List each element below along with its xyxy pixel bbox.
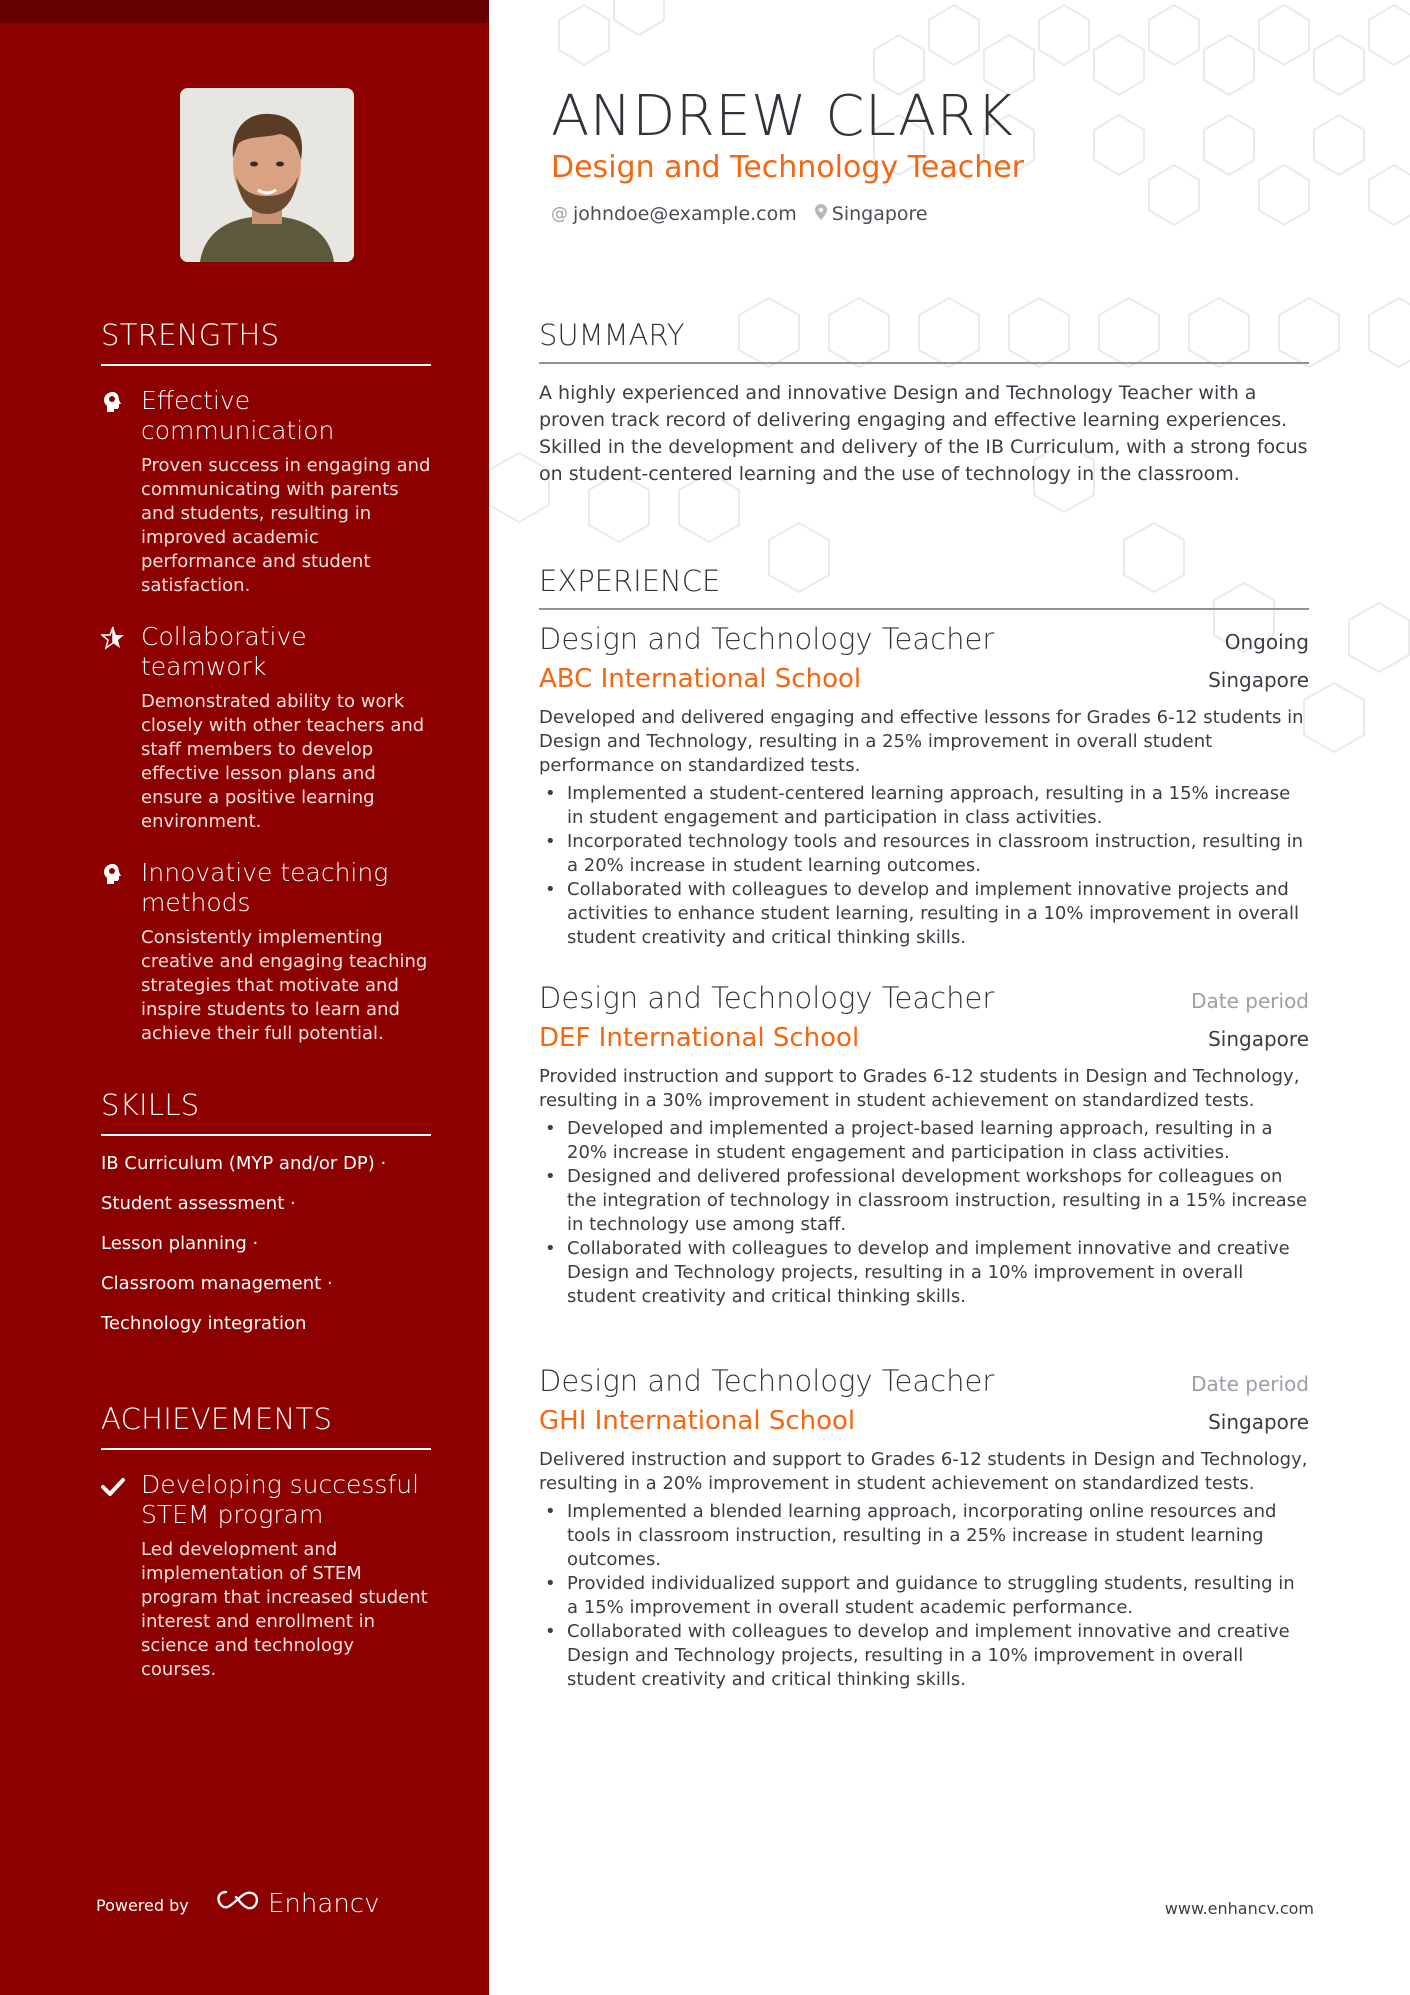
enhancv-brand-text: Enhancv	[268, 1888, 380, 1919]
achievement-item	[101, 1470, 431, 1682]
powered-by-text: Powered by	[96, 1896, 189, 1915]
job-bullets	[539, 1500, 1309, 1692]
job-role: Design and Technology Teacher	[539, 1364, 995, 1398]
strengths-section	[101, 318, 431, 1046]
candidate-name: ANDREW CLARK	[551, 84, 1014, 149]
experience-heading: EXPERIENCE	[539, 564, 1309, 610]
skill-item: Classroom management ·	[101, 1273, 333, 1294]
enhancv-logo[interactable]	[214, 1888, 379, 1919]
job-location: Singapore	[1208, 1027, 1309, 1051]
website-link[interactable]: www.enhancv.com	[1164, 1899, 1314, 1918]
strength-title: Collaborative teamwork	[141, 622, 307, 681]
strength-item	[101, 622, 431, 834]
job-bullet: • Collaborated with colleagues to develop and implement innovative and creative Design and Technology projects, resulting in a 10% improvement in overall student creativity and critical thinking skills.	[539, 1620, 1309, 1692]
location-pin-icon	[815, 204, 827, 225]
main-content	[489, 0, 1410, 1995]
email-contact[interactable]	[551, 203, 797, 225]
job-role: Design and Technology Teacher	[539, 981, 995, 1015]
job-description: Provided instruction and support to Grades 6-12 students in Design and Technology, resulting in a 30% improvement in student achievement on standardized tests.	[539, 1066, 1300, 1111]
skill-item: Technology integration	[101, 1313, 307, 1334]
strength-item	[101, 858, 431, 1046]
strength-desc: Consistently implementing creative and engaging teaching strategies that motivate and inspire students to learn and achieve their full potential.	[141, 927, 428, 1044]
sidebar	[0, 0, 489, 1995]
skills-heading: SKILLS	[101, 1088, 431, 1136]
achievements-section	[101, 1402, 431, 1682]
job-bullets	[539, 782, 1309, 950]
location-contact	[815, 203, 928, 225]
job-bullet: • Collaborated with colleagues to develop and implement innovative and creative Design and Technology projects, resulting in a 10% improvement in overall student creativity and critical thinking skills.	[539, 1237, 1309, 1309]
star-icon	[101, 626, 125, 650]
achievement-desc: Led development and implementation of STEM program that increased student interest and enrollment in science and technology courses.	[141, 1539, 428, 1680]
job-company: GHI International School	[539, 1406, 856, 1436]
job-bullet: • Implemented a student-centered learning approach, resulting in a 15% increase in student engagement and participation in class activities.	[539, 782, 1309, 830]
strength-item	[101, 386, 431, 598]
job-location: Singapore	[1208, 1410, 1309, 1434]
job-bullet: • Designed and delivered professional development workshops for colleagues on the integration of technology in classroom instruction, resulting in a 15% increase in technology use among staff.	[539, 1165, 1309, 1237]
job-date: Date period	[1191, 1372, 1309, 1396]
head-icon	[101, 390, 125, 414]
experience-entry	[539, 981, 1309, 1309]
achievement-title: Developing successful STEM program	[141, 1470, 420, 1529]
experience-entry	[539, 622, 1309, 950]
experience-entry	[539, 1364, 1309, 1692]
job-date: Ongoing	[1224, 630, 1309, 654]
enhancv-logo-icon	[214, 1888, 260, 1919]
skills-section	[101, 1088, 431, 1336]
strength-title: Innovative teaching methods	[141, 858, 389, 917]
email-text: johndoe@example.com	[573, 203, 797, 225]
job-bullet: • Developed and implemented a project-based learning approach, resulting in a 20% increase in student engagement and participation in class activities.	[539, 1117, 1309, 1165]
candidate-title: Design and Technology Teacher	[551, 150, 1025, 185]
job-bullet: • Implemented a blended learning approach, incorporating online resources and tools in classroom instruction, resulting in a 25% increase in student learning outcomes.	[539, 1500, 1309, 1572]
at-icon: @	[551, 204, 568, 224]
profile-photo	[180, 88, 354, 262]
job-bullet: • Collaborated with colleagues to develop and implement innovative projects and activities to enhance student learning, resulting in a 10% improvement in overall student creativity and critical thinking skills.	[539, 878, 1309, 950]
strength-desc: Demonstrated ability to work closely with other teachers and staff members to develop effective lesson plans and ensure a positive learning environment.	[141, 691, 425, 832]
job-company: ABC International School	[539, 664, 862, 694]
job-role: Design and Technology Teacher	[539, 622, 995, 656]
job-description: Delivered instruction and support to Grades 6-12 students in Design and Technology, resulting in a 20% improvement in student achievement on standardized tests.	[539, 1449, 1308, 1494]
skill-item: Student assessment ·	[101, 1193, 296, 1214]
strength-desc: Proven success in engaging and communicating with parents and students, resulting in improved academic performance and student satisfaction.	[141, 455, 431, 596]
job-bullets	[539, 1117, 1309, 1309]
contact-info	[551, 203, 928, 225]
head-icon	[101, 862, 125, 886]
check-icon	[101, 1474, 125, 1498]
job-bullet: • Incorporated technology tools and resources in classroom instruction, resulting in a 20% increase in student learning outcomes.	[539, 830, 1309, 878]
skill-item: Lesson planning ·	[101, 1233, 259, 1254]
job-bullet: • Provided individualized support and guidance to struggling students, resulting in a 15% improvement in overall student academic performance.	[539, 1572, 1309, 1620]
job-date: Date period	[1191, 989, 1309, 1013]
sidebar-top-bar	[0, 0, 489, 23]
strengths-heading: STRENGTHS	[101, 318, 431, 366]
job-description: Developed and delivered engaging and effective lessons for Grades 6-12 students in Design and Technology, resulting in a 25% improvement in overall student performance on standardized tests.	[539, 707, 1304, 776]
summary-heading: SUMMARY	[539, 318, 1309, 364]
achievements-heading: ACHIEVEMENTS	[101, 1402, 431, 1450]
job-company: DEF International School	[539, 1023, 860, 1053]
location-text: Singapore	[831, 203, 928, 225]
summary-text: A highly experienced and innovative Design and Technology Teacher with a proven track record of delivering engaging and effective learning experiences. Skilled in the development and delivery of the IB Curriculum, with a strong focus on student-centered learning and the use of technology in the classroom.	[539, 382, 1308, 485]
job-location: Singapore	[1208, 668, 1309, 692]
skill-item: IB Curriculum (MYP and/or DP) ·	[101, 1153, 387, 1174]
strength-title: Effective communication	[141, 386, 335, 445]
